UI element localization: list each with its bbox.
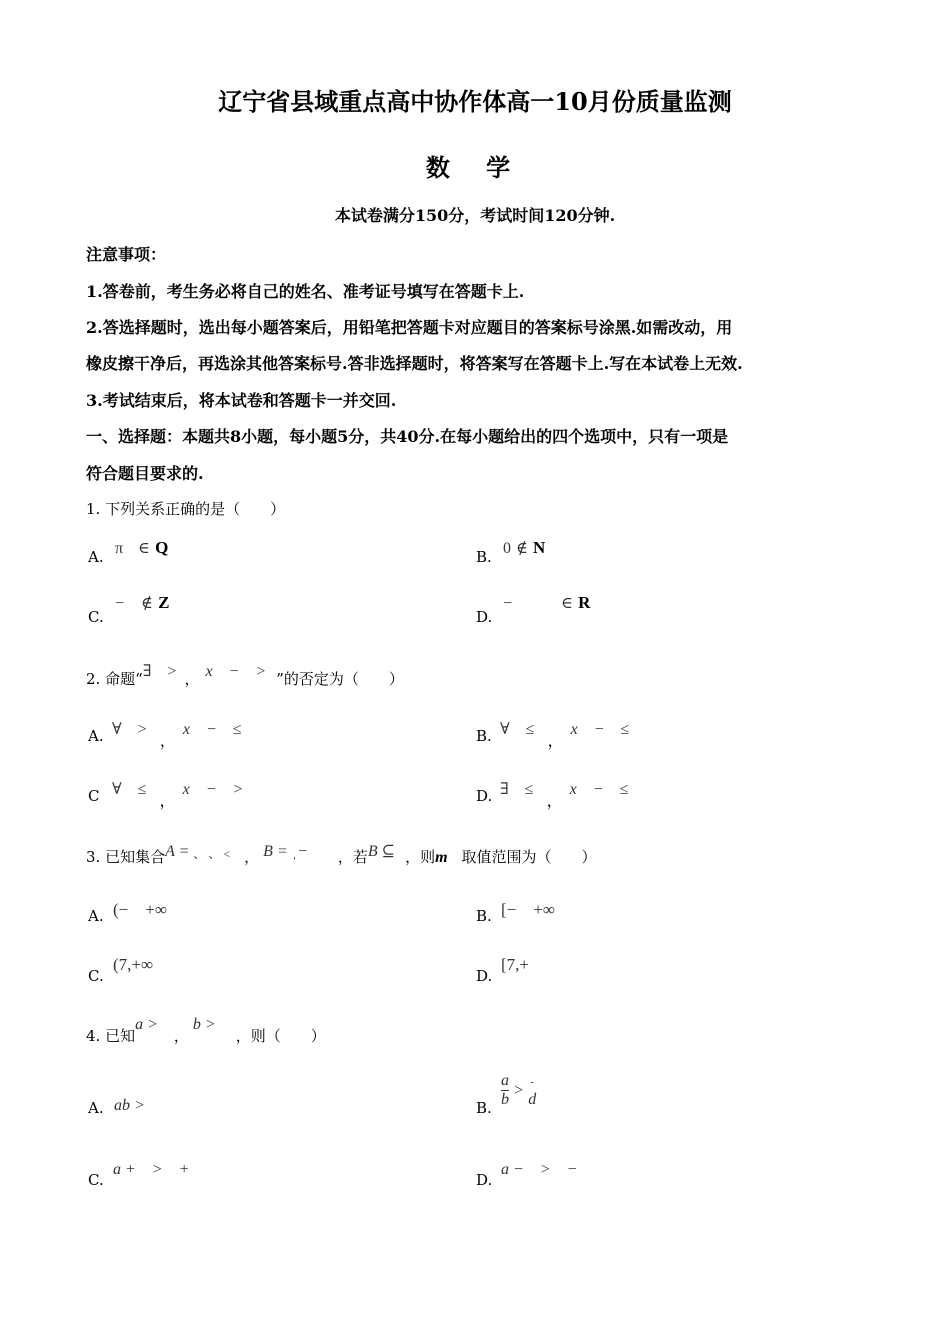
q2-c-expr: x − > xyxy=(182,781,244,798)
q4-option-b-label: B. xyxy=(476,1099,492,1117)
q4-b-numerator-2: - xyxy=(530,1075,535,1088)
q2-a-expr: x − ≤ xyxy=(182,721,242,738)
q3-option-d: [7,+ xyxy=(501,955,529,974)
section1-line2: 符合题目要求的. xyxy=(86,464,204,483)
q2-option-b xyxy=(500,716,630,750)
q2-option-d-label: D. xyxy=(476,787,493,805)
q1-option-c xyxy=(115,593,169,613)
q1-d-rel: ∈ xyxy=(561,595,573,612)
q3-subset: B ⊆ xyxy=(367,843,396,860)
note-2b: 橡皮擦干净后，再选涂其他答案标号.答非选择题时，将答案写在答题卡上.写在本试卷上无效. xyxy=(86,354,743,373)
q3-option-d-label: D. xyxy=(476,967,493,985)
q1-a-math: π xyxy=(115,540,124,557)
q1-b-math: 0 xyxy=(503,540,511,557)
note-3: 3.考试结束后，将本试卷和答题卡一并交回. xyxy=(86,391,397,410)
q2-stem-comma: ， xyxy=(184,670,200,688)
q1-a-set: Q xyxy=(155,538,169,557)
q4-b-numerator: a xyxy=(501,1072,509,1089)
q1-stem: 1. 下列关系正确的是（ ） xyxy=(86,500,286,518)
q3-option-c: (7,+∞ xyxy=(113,955,154,974)
q3-stem-comma1: ， xyxy=(244,848,260,866)
q3-stem-end: 取值范围为（ ） xyxy=(461,848,597,866)
q4-cond-a: a > xyxy=(135,1016,158,1033)
q3-stem-start: 3. 已知集合 xyxy=(86,848,166,866)
q4-cond-b: b > xyxy=(192,1016,216,1033)
exam-info: 本试卷满分150分，考试时间120分钟. xyxy=(334,206,616,225)
q4-stem-comma: ， xyxy=(173,1027,189,1045)
q1-option-b-label: B. xyxy=(476,548,492,566)
q2-b-expr: x − ≤ xyxy=(570,721,630,738)
q4-b-rel: > xyxy=(514,1082,524,1099)
q3-stem xyxy=(86,843,597,867)
q2-c-comma: ， xyxy=(159,791,176,810)
q3-stem-if: ，若 xyxy=(337,848,368,866)
q3-var-m: m xyxy=(435,849,448,866)
q2-stem-end: ”的否定为（ ） xyxy=(276,670,404,688)
q4-option-a-label: A. xyxy=(88,1099,104,1117)
q1-option-b xyxy=(503,538,545,558)
q2-stem xyxy=(86,663,404,689)
q3-set-b: B = ˌ− xyxy=(263,843,308,860)
q1-option-d xyxy=(503,593,590,613)
q4-option-c-label: C. xyxy=(88,1171,104,1189)
q3-option-b-label: B. xyxy=(476,907,492,925)
q4-stem-end: ，则（ ） xyxy=(235,1027,326,1045)
q3-option-b: [− +∞ xyxy=(501,900,555,919)
q2-stem-quantifier: ∃ > xyxy=(142,663,177,680)
q3-option-a-label: A. xyxy=(88,907,104,925)
q2-b-comma: ， xyxy=(547,731,564,750)
q1-option-a xyxy=(115,538,168,558)
q4-option-a: ab > xyxy=(114,1097,145,1114)
q3-option-a: (− +∞ xyxy=(113,900,167,919)
q4-b-denominator-2: d xyxy=(528,1090,537,1108)
notes-heading: 注意事项： xyxy=(86,245,167,264)
q4-option-d: a − > − xyxy=(501,1161,578,1178)
q2-option-a-label: A. xyxy=(88,727,104,745)
q2-d-comma: ， xyxy=(546,791,563,810)
q4-b-fraction-right xyxy=(528,1073,536,1109)
q4-option-d-label: D. xyxy=(476,1171,493,1189)
q2-c-quantifier: ∀ ≤ xyxy=(112,781,147,798)
q1-c-rel: ∉ xyxy=(141,595,153,612)
q2-a-quantifier: ∀ > xyxy=(112,721,147,738)
note-1: 1.答卷前，考生务必将自己的姓名、准考证号填写在答题卡上. xyxy=(86,282,525,301)
exam-title: 辽宁省县域重点高中协作体高一10月份质量监测 xyxy=(218,87,732,116)
q2-option-b-label: B. xyxy=(476,727,492,745)
q1-b-set: N xyxy=(533,538,546,557)
q1-a-rel: ∈ xyxy=(138,540,151,557)
q3-set-a: A = xyxy=(165,843,190,860)
q2-option-d xyxy=(500,776,629,810)
q2-b-quantifier: ∀ ≤ xyxy=(500,721,535,738)
q2-option-a xyxy=(112,716,242,750)
q2-stem-expr: x − > xyxy=(205,663,267,680)
subject-title: 数 学 xyxy=(425,153,525,182)
q3-stem-then: ，则 xyxy=(405,848,436,866)
q4-stem xyxy=(86,1016,326,1046)
q2-stem-start: 2. 命题“ xyxy=(86,670,143,688)
q2-d-quantifier: ∃ ≤ xyxy=(500,781,534,798)
q4-stem-start: 4. 已知 xyxy=(86,1027,136,1045)
q2-d-expr: x − ≤ xyxy=(569,781,629,798)
q1-option-a-label: A. xyxy=(88,548,104,566)
q3-option-c-label: C. xyxy=(88,967,104,985)
q4-option-b xyxy=(501,1072,536,1109)
section1-line1: 一、选择题：本题共8小题，每小题5分，共40分.在每小题给出的四个选项中，只有一项是 xyxy=(86,427,729,446)
q2-option-c-label: C xyxy=(88,787,100,805)
q1-d-math: − xyxy=(503,595,513,612)
q2-option-c xyxy=(112,776,244,810)
q1-c-math: − xyxy=(115,595,125,612)
q1-option-c-label: C. xyxy=(88,608,104,626)
q4-b-fraction-left xyxy=(501,1072,509,1109)
q1-option-d-label: D. xyxy=(476,608,493,626)
q4-option-c: a + > + xyxy=(113,1161,190,1178)
q3-set-a-body: 、 、 < xyxy=(193,847,231,861)
q1-c-set: Z xyxy=(158,593,170,612)
q1-d-set: R xyxy=(578,593,591,612)
q2-a-comma: ， xyxy=(159,731,176,750)
note-2a: 2.答选择题时，选出每小题答案后，用铅笔把答题卡对应题目的答案标号涂黑.如需改动，用 xyxy=(86,318,733,337)
q1-b-rel: ∉ xyxy=(516,540,528,557)
q4-b-denominator: b xyxy=(501,1091,509,1108)
